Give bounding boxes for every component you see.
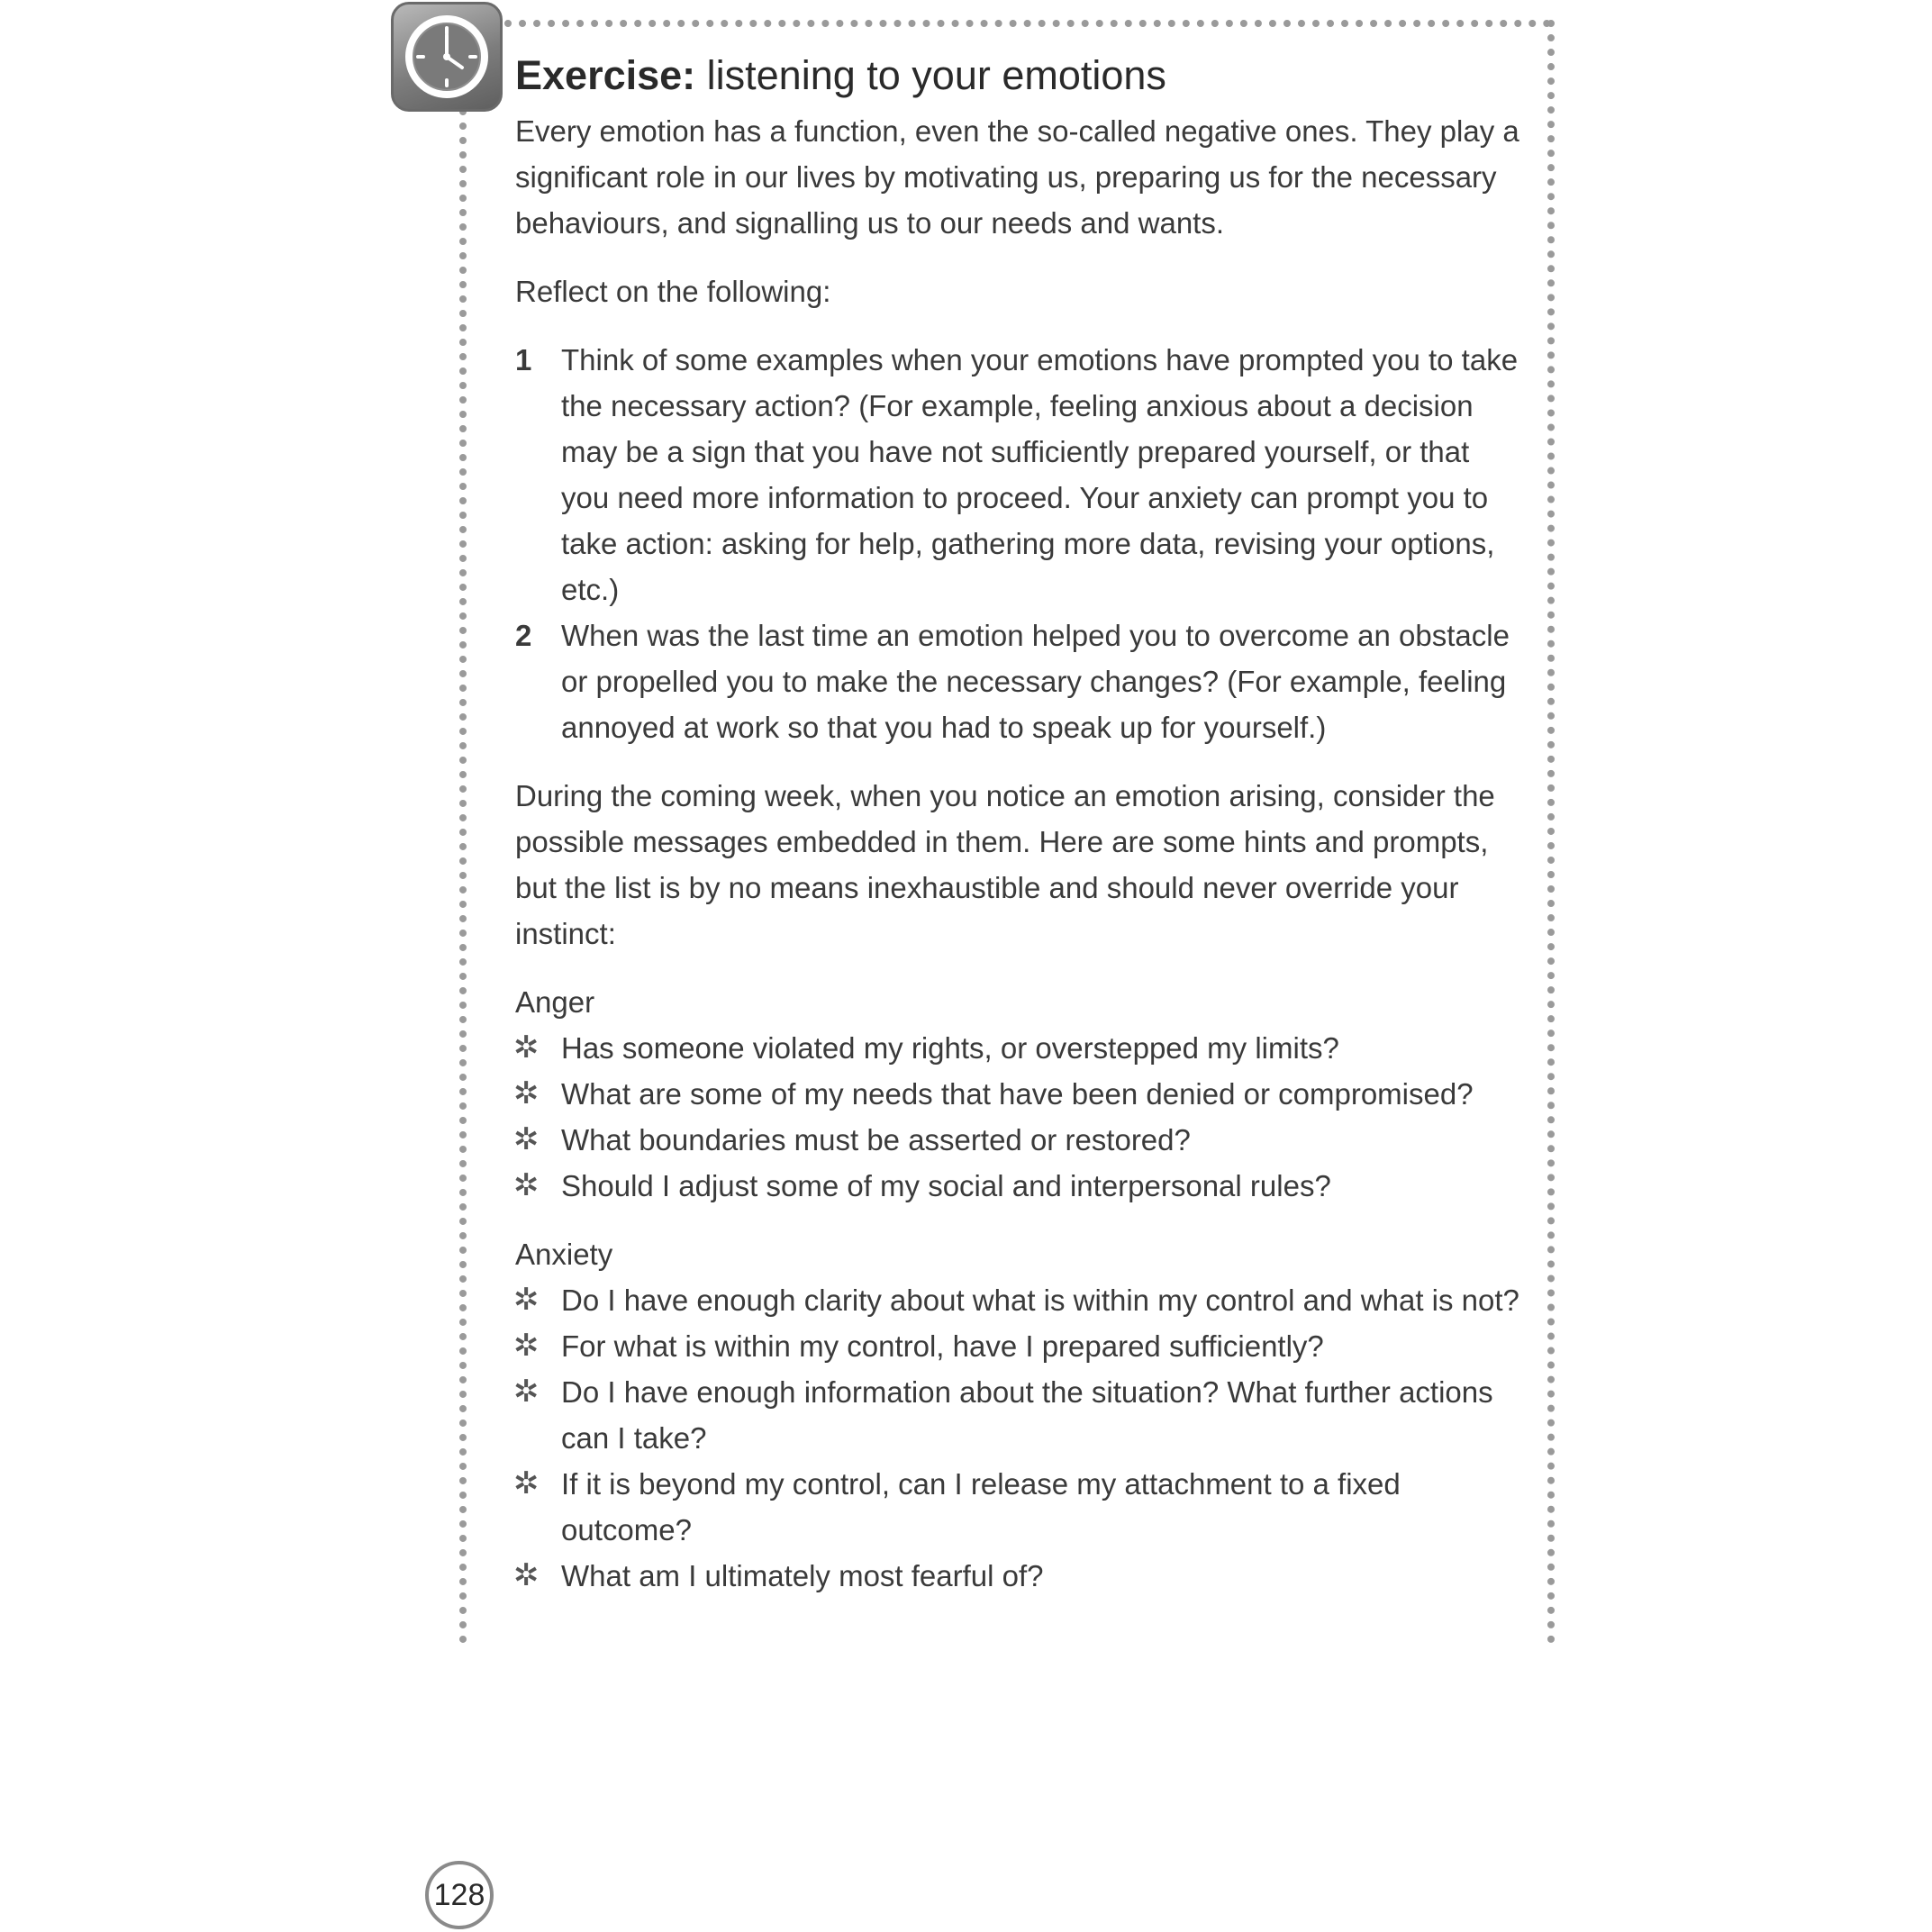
list-item <box>515 1323 1524 1369</box>
item-number: 2 <box>515 619 532 652</box>
list-item <box>515 1553 1524 1599</box>
list-item <box>515 1277 1524 1323</box>
list-item-text: Do I have enough information about the situation? What further actions can I take? <box>561 1375 1493 1455</box>
list-item-text: If it is beyond my control, can I release my attachment to a fixed outcome? <box>561 1467 1401 1547</box>
asterisk-bullet-icon: ✲ <box>513 1121 540 1157</box>
item-number: 1 <box>515 343 532 376</box>
page-number: 128 <box>425 1861 494 1929</box>
list-item-text: What am I ultimately most fearful of? <box>561 1559 1044 1592</box>
exercise-title-label: Exercise: <box>515 52 696 98</box>
asterisk-bullet-icon: ✲ <box>513 1557 540 1593</box>
clock-badge <box>391 2 503 112</box>
numbered-item <box>515 612 1524 750</box>
asterisk-bullet-icon: ✲ <box>513 1328 540 1364</box>
numbered-list <box>515 337 1524 750</box>
anxiety-list <box>515 1277 1524 1599</box>
dotted-frame-left <box>459 108 467 1644</box>
exercise-title <box>515 43 1524 108</box>
asterisk-bullet-icon: ✲ <box>513 1282 540 1318</box>
asterisk-bullet-icon: ✲ <box>513 1374 540 1410</box>
dotted-frame-right <box>1547 20 1555 1644</box>
intro-paragraph: Every emotion has a function, even the so-called negative ones. They play a significant role in our lives by motivating us, preparing us for the necessary behaviours, and signalling us to our needs and wants. <box>515 114 1519 240</box>
list-item-text: What boundaries must be asserted or restored? <box>561 1123 1191 1156</box>
numbered-item <box>515 337 1524 612</box>
asterisk-bullet-icon: ✲ <box>513 1465 540 1501</box>
list-item-text: What are some of my needs that have been denied or compromised? <box>561 1077 1474 1111</box>
list-item-text: For what is within my control, have I prepared sufficiently? <box>561 1329 1324 1363</box>
exercise-title-text: listening to your emotions <box>695 52 1166 98</box>
list-item <box>515 1163 1524 1209</box>
list-item-text: Should I adjust some of my social and interpersonal rules? <box>561 1169 1331 1202</box>
list-item-text: Do I have enough clarity about what is within my control and what is not? <box>561 1283 1519 1317</box>
anxiety-section <box>515 1231 1524 1599</box>
asterisk-bullet-icon: ✲ <box>513 1075 540 1111</box>
clock-icon <box>394 5 500 109</box>
anger-heading: Anger <box>515 985 595 1019</box>
list-item <box>515 1461 1524 1553</box>
anger-list <box>515 1025 1524 1209</box>
coming-week-paragraph: During the coming week, when you notice an emotion arising, consider the possible messages embedded in them. Here are some hints and prompts, but the list is by no means inexhaustible and should never override your instinct: <box>515 779 1495 950</box>
list-item <box>515 1071 1524 1117</box>
dotted-frame-top <box>504 20 1551 27</box>
asterisk-bullet-icon: ✲ <box>513 1167 540 1203</box>
list-item-text: Has someone violated my rights, or overstepped my limits? <box>561 1031 1339 1065</box>
list-item <box>515 1369 1524 1461</box>
item-text: Think of some examples when your emotions have prompted you to take the necessary action? (For example, feeling anxious about a decision may be a sign that you have not sufficiently prepared yourself, or that you need more information to proceed. Your anxiety can prompt you to take action: asking for help, gathering more data, revising your options, etc.) <box>561 343 1519 606</box>
list-item <box>515 1025 1524 1071</box>
anger-section <box>515 979 1524 1209</box>
reflect-prompt: Reflect on the following: <box>515 275 831 308</box>
asterisk-bullet-icon: ✲ <box>513 1029 540 1066</box>
anxiety-heading: Anxiety <box>515 1238 613 1271</box>
item-text: When was the last time an emotion helped you to overcome an obstacle or propelled you to make the necessary changes? (For example, feeling annoyed at work so that you had to speak up for yourself.) <box>561 619 1510 744</box>
exercise-content <box>515 43 1524 1621</box>
list-item <box>515 1117 1524 1163</box>
